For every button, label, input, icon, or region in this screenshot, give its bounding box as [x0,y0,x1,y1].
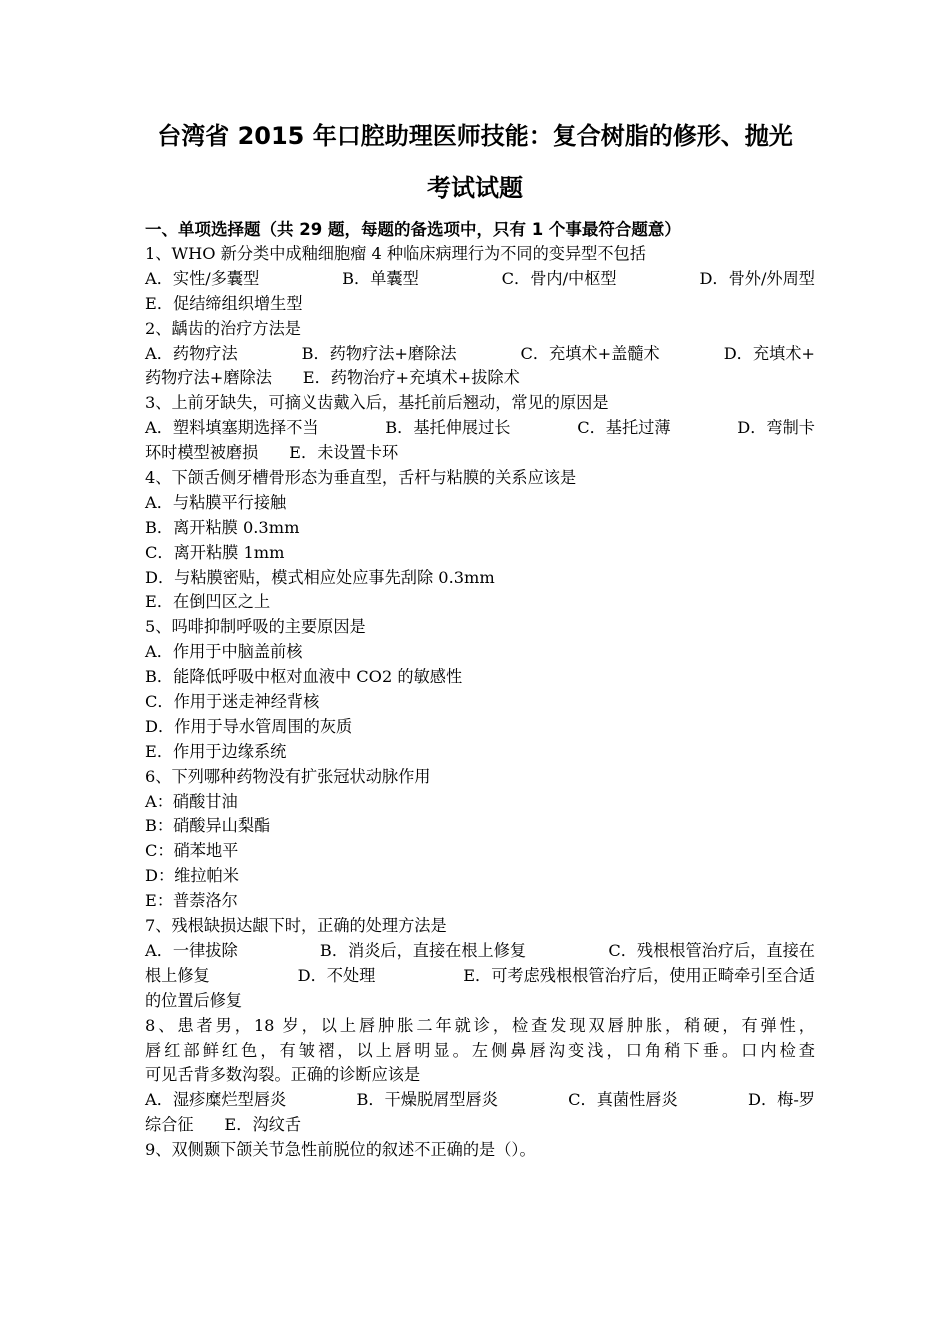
option-segment: D．骨外/外周型 [699,268,815,288]
text-line: 9、双侧颞下颌关节急性前脱位的叙述不正确的是（）。 [145,1140,536,1160]
text-line: 6、下列哪种药物没有扩张冠状动脉作用 [145,766,431,786]
text-line: C．作用于迷走神经背核 [145,692,320,712]
text-line [145,267,815,292]
text-line: 综合征 E．沟纹舌 [145,1115,302,1135]
option-segment: D．充填术+ [723,343,815,363]
text-line: A．作用于中脑盖前核 [145,642,303,662]
text-line: 的位置后修复 [145,990,243,1010]
text-line: 4、下颌舌侧牙槽骨形态为垂直型，舌杆与粘膜的关系应该是 [145,468,577,488]
text-line: E．作用于边缘系统 [145,741,287,761]
option-segment: E．可考虑残根根管治疗后，使用正畸牵引至合适 [463,965,815,985]
option-segment: 根上修复 [145,965,210,985]
option-segment: D．不处理 [297,965,376,985]
text-line: 3、上前牙缺失，可摘义齿戴入后，基托前后翘动，常见的原因是 [145,393,609,413]
option-segment: A．药物疗法 [145,343,238,363]
option-segment: B．单囊型 [342,268,419,288]
option-segment: A．一律拔除 [145,940,238,960]
text-line: B：硝酸异山梨酯 [145,816,271,836]
option-segment: D．弯制卡 [737,418,815,438]
option-segment: C．充填术+盖髓术 [520,343,660,363]
option-segment: A．实性/多囊型 [145,268,260,288]
text-line: 2、龋齿的治疗方法是 [145,318,301,338]
option-segment: C．基托过薄 [577,418,671,438]
option-segment: A．湿疹糜烂型唇炎 [145,1090,287,1110]
document-title: 台湾省 2015 年口腔助理医师技能：复合树脂的修形、抛光 [157,122,793,150]
option-segment: B．干燥脱屑型唇炎 [356,1090,498,1110]
text-line: 1、WHO 新分类中成釉细胞瘤 4 种临床病理行为不同的变异型不包括 [145,244,646,263]
text-line: B．离开粘膜 0.3mm [145,517,300,537]
text-line: 7、残根缺损达龈下时，正确的处理方法是 [145,916,447,936]
question-list [145,242,815,1163]
text-line [145,939,815,964]
text-line: D：维拉帕米 [145,866,239,886]
text-line [145,1039,815,1064]
text-segment: 8、患者男，18 岁，以上唇肿胀二年就诊，检查发现双唇肿胀，稍硬，有弹性， [145,1015,815,1035]
text-line [145,1014,815,1039]
text-line: A．与粘膜平行接触 [145,492,287,512]
option-segment: D．梅-罗 [747,1090,815,1110]
section-heading: 一、单项选择题（共 29 题，每题的备选项中，只有 1 个事最符合题意） [145,220,681,239]
option-segment: C．残根根管治疗后，直接在 [608,940,815,960]
text-line: E．促结缔组织增生型 [145,293,303,313]
text-line: 可见舌背多数沟裂。正确的诊断应该是 [145,1065,421,1085]
text-line: E．在倒凹区之上 [145,592,271,612]
text-line: D．与粘膜密贴，模式相应处应事先刮除 0.3mm [145,567,495,587]
option-segment: C．真菌性唇炎 [568,1090,678,1110]
text-line: 环时模型被磨损 E．未设置卡环 [145,443,399,463]
option-segment: A．塑料填塞期选择不当 [145,418,319,438]
text-line: 药物疗法+磨除法 E．药物治疗+充填术+拔除术 [145,368,520,388]
text-line: D．作用于导水管周围的灰质 [145,716,353,736]
text-line [145,1088,815,1113]
option-segment: B．药物疗法+磨除法 [301,343,457,363]
text-line: A：硝酸甘油 [145,791,238,811]
text-line [145,342,815,367]
text-line: C：硝苯地平 [145,841,239,861]
text-line: C．离开粘膜 1mm [145,542,285,562]
option-segment: B．消炎后，直接在根上修复 [319,940,527,960]
text-line: E：普萘洛尔 [145,891,238,911]
text-line [145,416,815,441]
text-segment: 唇红部鲜红色，有皱褶，以上唇明显。左侧鼻唇沟变浅，口角稍下垂。口内检查 [145,1040,815,1060]
document-title-line2: 考试试题 [427,174,523,202]
option-segment: C．骨内/中枢型 [501,268,617,288]
text-line: B．能降低呼吸中枢对血液中 CO2 的敏感性 [145,667,463,687]
option-segment: B．基托伸展过长 [385,418,511,438]
text-line [145,964,815,989]
text-line: 5、吗啡抑制呼吸的主要原因是 [145,617,366,637]
